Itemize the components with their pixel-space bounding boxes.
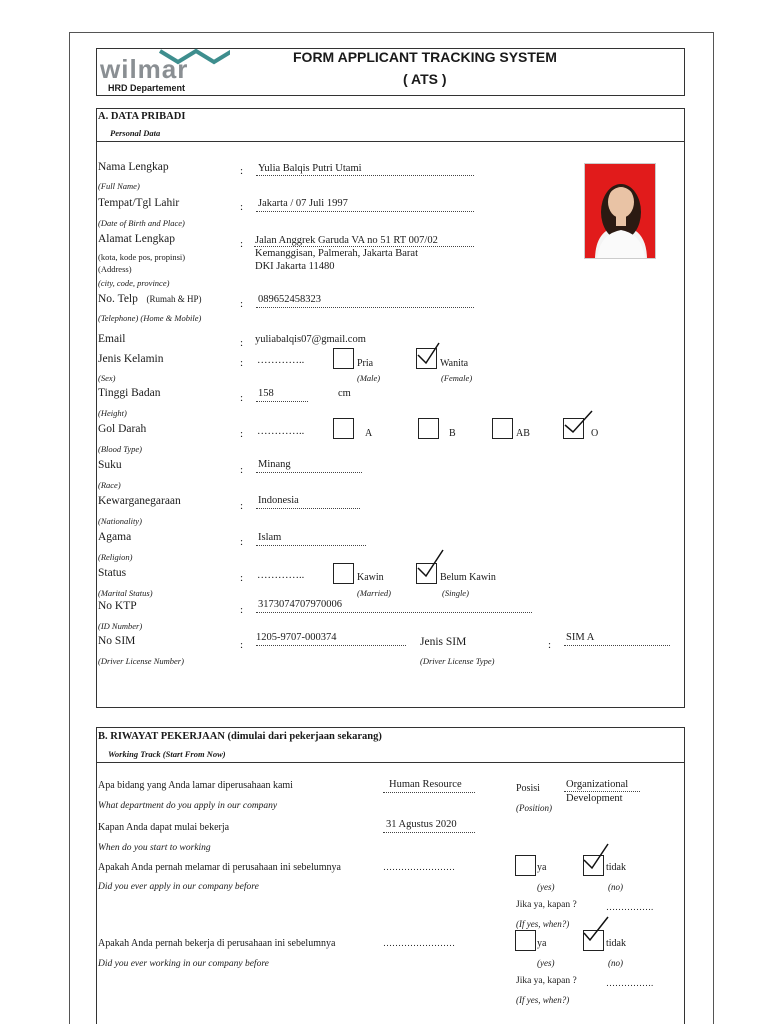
height-colon: : xyxy=(240,392,244,404)
address-colon: : xyxy=(240,238,244,250)
q1-value[interactable]: Human Resource xyxy=(389,779,462,790)
full-name-label: Nama Lengkap xyxy=(98,161,169,173)
phone-colon: : xyxy=(240,298,244,310)
marital-colon: : xyxy=(240,572,244,584)
q3-if-filler[interactable]: ……………. xyxy=(606,902,654,912)
blood-b-label: B xyxy=(449,428,456,439)
company-logo xyxy=(100,48,230,84)
nationality-colon: : xyxy=(240,500,244,512)
sim-value[interactable]: 1205-9707-000374 xyxy=(256,632,337,643)
sim-type-colon: : xyxy=(548,639,552,651)
address-underline xyxy=(254,246,474,247)
race-sublabel: (Race) xyxy=(98,480,121,490)
blood-ab-checkbox[interactable] xyxy=(492,418,513,439)
blood-a-label: A xyxy=(365,428,373,439)
marital-married-checkbox[interactable] xyxy=(333,563,354,584)
phone-underline xyxy=(256,307,474,308)
position-sublabel: (Position) xyxy=(516,803,552,813)
religion-underline xyxy=(256,545,366,546)
full-name-value[interactable]: Yulia Balqis Putri Utami xyxy=(258,163,362,174)
address-sublabel-3: (city, code, province) xyxy=(98,278,170,288)
section-b-title: B. RIWAYAT PEKERJAAN (dimulai dari pekerjaan sekarang) xyxy=(98,731,382,742)
sim-type-sublabel: (Driver License Type) xyxy=(420,656,495,666)
q3-no-checkbox[interactable] xyxy=(583,855,604,876)
full-name-colon: : xyxy=(240,165,244,177)
q4-if-filler[interactable]: ……………. xyxy=(606,978,654,988)
phone-label-text: No. Telp xyxy=(98,293,138,305)
birth-value[interactable]: Jakarta / 07 Juli 1997 xyxy=(258,198,348,209)
q1-sublabel: What department do you apply in our company xyxy=(98,801,278,811)
phone-sublabel: (Telephone) (Home & Mobile) xyxy=(98,313,202,323)
blood-o-checkbox[interactable] xyxy=(563,418,584,439)
marital-single-checkbox[interactable] xyxy=(416,563,437,584)
q2-label: Kapan Anda dapat mulai bekerja xyxy=(98,822,230,833)
nationality-value[interactable]: Indonesia xyxy=(258,495,299,506)
sex-filler: ………….. xyxy=(257,355,305,366)
sex-male-sublabel: (Male) xyxy=(357,373,381,383)
q3-sublabel: Did you ever apply in our company before xyxy=(98,882,259,892)
blood-o-label: O xyxy=(591,428,599,439)
q4-if-label: Jika ya, kapan ? xyxy=(516,976,577,986)
position-underline xyxy=(564,791,640,792)
q4-yes-sublabel: (yes) xyxy=(537,958,555,968)
hrd-department: HRD Departement xyxy=(108,83,186,93)
sim-type-label: Jenis SIM xyxy=(420,636,467,648)
q3-yes-label: ya xyxy=(537,862,547,873)
height-sublabel: (Height) xyxy=(98,408,127,418)
q3-filler: …………………… xyxy=(383,862,455,872)
full-name-sublabel: (Full Name) xyxy=(98,181,140,191)
address-line-3[interactable]: DKI Jakarta 11480 xyxy=(255,261,335,272)
section-b-subtitle: Working Track (Start From Now) xyxy=(108,749,226,759)
q4-label: Apakah Anda pernah bekerja di perusahaan ini sebelumnya xyxy=(98,938,336,949)
check-mark-icon xyxy=(562,411,592,441)
q3-yes-checkbox[interactable] xyxy=(515,855,536,876)
phone-value[interactable]: 089652458323 xyxy=(258,294,321,305)
full-name-underline xyxy=(256,175,474,176)
nationality-underline xyxy=(256,508,360,509)
race-value[interactable]: Minang xyxy=(258,459,291,470)
sim-type-value[interactable]: SIM A xyxy=(566,632,595,643)
email-label: Email xyxy=(98,333,126,345)
q4-no-label: tidak xyxy=(606,938,626,949)
q3-no-label: tidak xyxy=(606,862,626,873)
position-value-line-1[interactable]: Organizational xyxy=(566,779,629,790)
blood-sublabel: (Blood Type) xyxy=(98,444,142,454)
address-line-2[interactable]: Kemanggisan, Palmerah, Jakarta Barat xyxy=(255,248,418,259)
email-colon: : xyxy=(240,337,244,349)
form-title: FORM APPLICANT TRACKING SYSTEM xyxy=(293,49,557,65)
blood-a-checkbox[interactable] xyxy=(333,418,354,439)
sex-female-checkbox[interactable] xyxy=(416,348,437,369)
address-sublabel-1: (kota, kode pos, propinsi) xyxy=(98,252,186,262)
ktp-underline xyxy=(256,612,532,613)
blood-ab-label: AB xyxy=(516,428,530,439)
religion-label: Agama xyxy=(98,531,132,543)
sim-type-underline xyxy=(564,645,670,646)
address-sublabel-2: (Address) xyxy=(98,264,132,274)
birth-underline xyxy=(256,211,474,212)
sex-colon: : xyxy=(240,357,244,369)
q3-if-sublabel: (If yes, when?) xyxy=(516,919,570,929)
height-label: Tinggi Badan xyxy=(98,387,161,399)
q3-yes-sublabel: (yes) xyxy=(537,882,555,892)
sim-colon: : xyxy=(240,639,244,651)
height-underline xyxy=(256,401,308,402)
marital-filler: ………….. xyxy=(257,570,305,581)
q3-label: Apakah Anda pernah melamar di perusahaan ini sebelumnya xyxy=(98,862,341,873)
sim-underline xyxy=(256,645,406,646)
q4-if-sublabel: (If yes, when?) xyxy=(516,995,570,1005)
q4-no-sublabel: (no) xyxy=(608,958,623,968)
position-value-line-2[interactable]: Development xyxy=(566,793,623,804)
sim-sublabel: (Driver License Number) xyxy=(98,656,184,666)
phone-label xyxy=(98,293,202,305)
marital-married-label: Kawin xyxy=(357,572,384,583)
address-line-1[interactable]: Jalan Anggrek Garuda VA no 51 RT 007/02 xyxy=(255,235,438,246)
birth-label: Tempat/Tgl Lahir xyxy=(98,197,180,209)
race-label: Suku xyxy=(98,459,122,471)
birth-colon: : xyxy=(240,201,244,213)
q4-yes-checkbox[interactable] xyxy=(515,930,536,951)
q4-sublabel: Did you ever working in our company before xyxy=(98,959,269,969)
blood-b-checkbox[interactable] xyxy=(418,418,439,439)
sex-female-label: Wanita xyxy=(440,358,469,369)
marital-single-label: Belum Kawin xyxy=(440,572,496,583)
q2-sublabel: When do you start to working xyxy=(98,843,211,853)
form-subtitle: ( ATS ) xyxy=(403,71,447,87)
q2-underline xyxy=(383,832,475,833)
q1-label: Apa bidang yang Anda lamar diperusahaan kami xyxy=(98,780,293,791)
q4-no-checkbox[interactable] xyxy=(583,930,604,951)
logo-wordmark: wilmar xyxy=(100,54,189,84)
sex-male-checkbox[interactable] xyxy=(333,348,354,369)
phone-label-extra: (Rumah & HP) xyxy=(146,294,202,304)
ktp-sublabel: (ID Number) xyxy=(98,621,143,631)
applicant-photo xyxy=(584,163,656,259)
q3-if-label: Jika ya, kapan ? xyxy=(516,900,577,910)
race-colon: : xyxy=(240,464,244,476)
q4-yes-label: ya xyxy=(537,938,547,949)
section-a-title: A. DATA PRIBADI xyxy=(98,111,186,122)
marital-single-sublabel: (Single) xyxy=(442,588,469,598)
height-value[interactable]: 158 xyxy=(258,388,274,399)
nationality-sublabel: (Nationality) xyxy=(98,516,142,526)
q1-underline xyxy=(383,792,475,793)
religion-colon: : xyxy=(240,536,244,548)
address-label: Alamat Lengkap xyxy=(98,233,175,245)
height-unit: cm xyxy=(338,388,351,399)
religion-value[interactable]: Islam xyxy=(258,532,282,543)
q3-no-sublabel: (no) xyxy=(608,882,623,892)
sex-sublabel: (Sex) xyxy=(98,373,116,383)
blood-colon: : xyxy=(240,428,244,440)
email-value[interactable]: yuliabalqis07@gmail.com xyxy=(255,334,366,345)
birth-sublabel: (Date of Birth and Place) xyxy=(98,218,185,228)
race-underline xyxy=(256,472,362,473)
sex-female-sublabel: (Female) xyxy=(441,373,473,383)
marital-sublabel: (Marital Status) xyxy=(98,588,153,598)
blood-label: Gol Darah xyxy=(98,423,147,435)
blood-filler: ………….. xyxy=(257,426,305,437)
sim-label: No SIM xyxy=(98,635,136,647)
sex-label: Jenis Kelamin xyxy=(98,353,164,365)
sex-male-label: Pria xyxy=(357,358,374,369)
ktp-label: No KTP xyxy=(98,600,137,612)
religion-sublabel: (Religion) xyxy=(98,552,133,562)
marital-married-sublabel: (Married) xyxy=(357,588,391,598)
q2-value[interactable]: 31 Agustus 2020 xyxy=(386,819,457,830)
q4-filler: …………………… xyxy=(383,938,455,948)
ktp-colon: : xyxy=(240,604,244,616)
marital-label: Status xyxy=(98,567,127,579)
section-a-subtitle: Personal Data xyxy=(110,128,161,138)
position-label: Posisi xyxy=(516,783,540,794)
nationality-label: Kewarganegaraan xyxy=(98,495,181,507)
ktp-value[interactable]: 3173074707970006 xyxy=(258,599,342,610)
